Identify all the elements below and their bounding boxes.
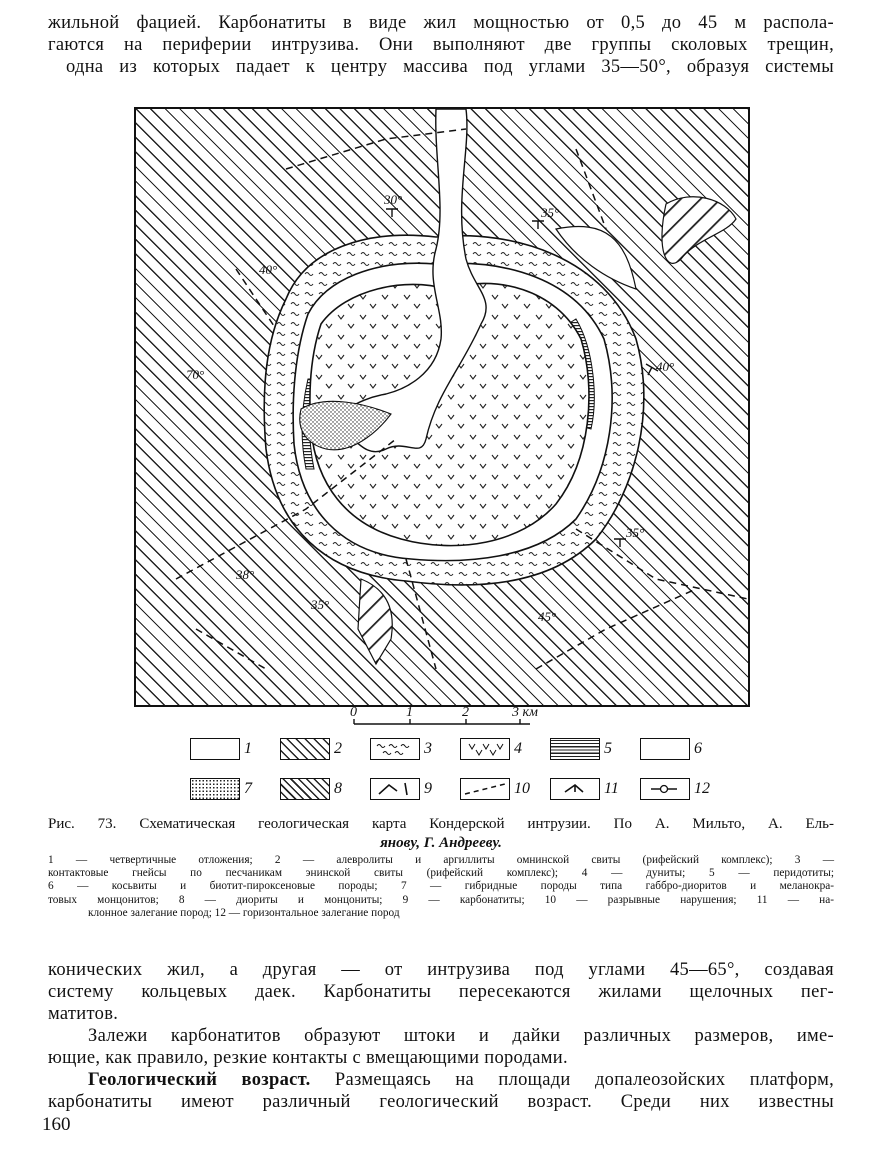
scale-tick-label: 3 км [512,705,538,720]
legend-swatch-siltstone [280,738,330,760]
legend-swatch-hybrid [190,778,240,800]
top-paragraph [48,12,834,78]
dip-label: 35° [541,205,560,220]
geological-map [134,107,750,707]
text-line: систему кольцевых даек. Карбонатиты пересекаются жилами щелочных пег- [48,982,834,1002]
legend-swatch-cosvite [640,738,690,760]
legend-note-line: контактовые гнейсы по песчаникам энинской свиты (рифейский комплекс); 4 — дуниты; 5 — перидотиты; [48,867,834,880]
text-line: матитов. [48,1004,119,1024]
legend-swatch-inclined-bedding [550,778,600,800]
dip-label: 45° [538,609,557,624]
dip-label: 40° [259,262,278,277]
dip-label: 35° [626,525,645,540]
legend-number: 4 [514,740,522,757]
legend-swatch-peridotite [550,738,600,760]
dip-label: 70° [186,367,205,382]
page-number: 160 [42,1114,71,1135]
dip-label: 38° [236,567,255,582]
legend-note-line: клонное залегание пород; 12 — горизонтальное залегание пород [88,906,400,919]
legend-note-line: 6 — косьвиты и биотит-пироксеновые породы; 7 — гибридные породы типа габбро-диоритов и меланокра- [48,880,834,893]
legend-number: 9 [424,780,432,797]
legend-number: 2 [334,740,342,757]
text-line: жильной фацией. Карбонатиты в виде жил мощностью от 0,5 до 45 м распола- [48,13,834,33]
legend-number: 11 [604,780,619,797]
text-line: ющие, как правило, резкие контакты с вмещающими породами. [48,1048,568,1068]
text-line: гаются на периферии интрузива. Они выполняют две группы сколовых трещин, [48,35,834,55]
legend-swatch-carbonatite [370,778,420,800]
diorite-patch [662,197,736,264]
legend-number: 6 [694,740,702,757]
legend-notes [48,854,834,920]
legend-number: 12 [694,780,710,797]
legend-swatch-quaternary [190,738,240,760]
legend-number: 1 [244,740,252,757]
dip-label: 30° [384,192,403,207]
legend-swatch-horizontal-bedding [640,778,690,800]
legend-swatch-diorite [280,778,330,800]
legend-number: 3 [424,740,432,757]
bottom-paragraph [48,959,834,1113]
dip-label: 40° [656,359,675,374]
text-line: конических жил, а другая — от интрузива под углами 45—65°, создавая [48,960,834,980]
text-fragment: Размещаясь на площади допалеозойских платформ, [334,1070,834,1090]
legend-number: 5 [604,740,612,757]
legend-note-line: 1 — четвертичные отложения; 2 — алевролиты и аргиллиты омнинской свиты (рифейский комплекс); 3 — [48,854,834,866]
section-heading: Геологический возраст. [88,1070,311,1090]
map-legend [190,738,730,808]
map-drawing [136,109,748,705]
legend-swatch-gneiss [370,738,420,760]
diorite-patch [358,579,392,664]
scale-tick-label: 0 [350,705,357,720]
legend-swatch-dunite [460,738,510,760]
caption-line: янову, Г. Андрееву. [380,835,502,851]
legend-swatch-fault [460,778,510,800]
text-line-with-heading [48,1069,834,1091]
scale-bar [340,704,580,734]
text-line: Залежи карбонатитов образуют штоки и дайки различных размеров, име- [88,1026,834,1046]
figure-caption [48,815,834,853]
scale-tick-label: 2 [462,705,469,720]
legend-number: 7 [244,780,252,797]
legend-number: 8 [334,780,342,797]
scale-tick-label: 1 [406,705,413,720]
text-line: карбонатиты имеют различный геологический возраст. Среди них известны [48,1092,834,1112]
text-line: одна из которых падает к центру массива под углами 35—50°, образуя системы [66,57,834,77]
legend-number: 10 [514,780,530,797]
legend-note-line: товых монцонитов; 8 — диориты и монцониты; 9 — карбонатиты; 10 — разрывные нарушения; 11 — на- [48,893,834,906]
caption-line: Рис. 73. Схематическая геологическая карта Кондерской интрузии. По А. Мильто, А. Ель- [48,816,834,832]
dip-label: 35° [311,597,330,612]
